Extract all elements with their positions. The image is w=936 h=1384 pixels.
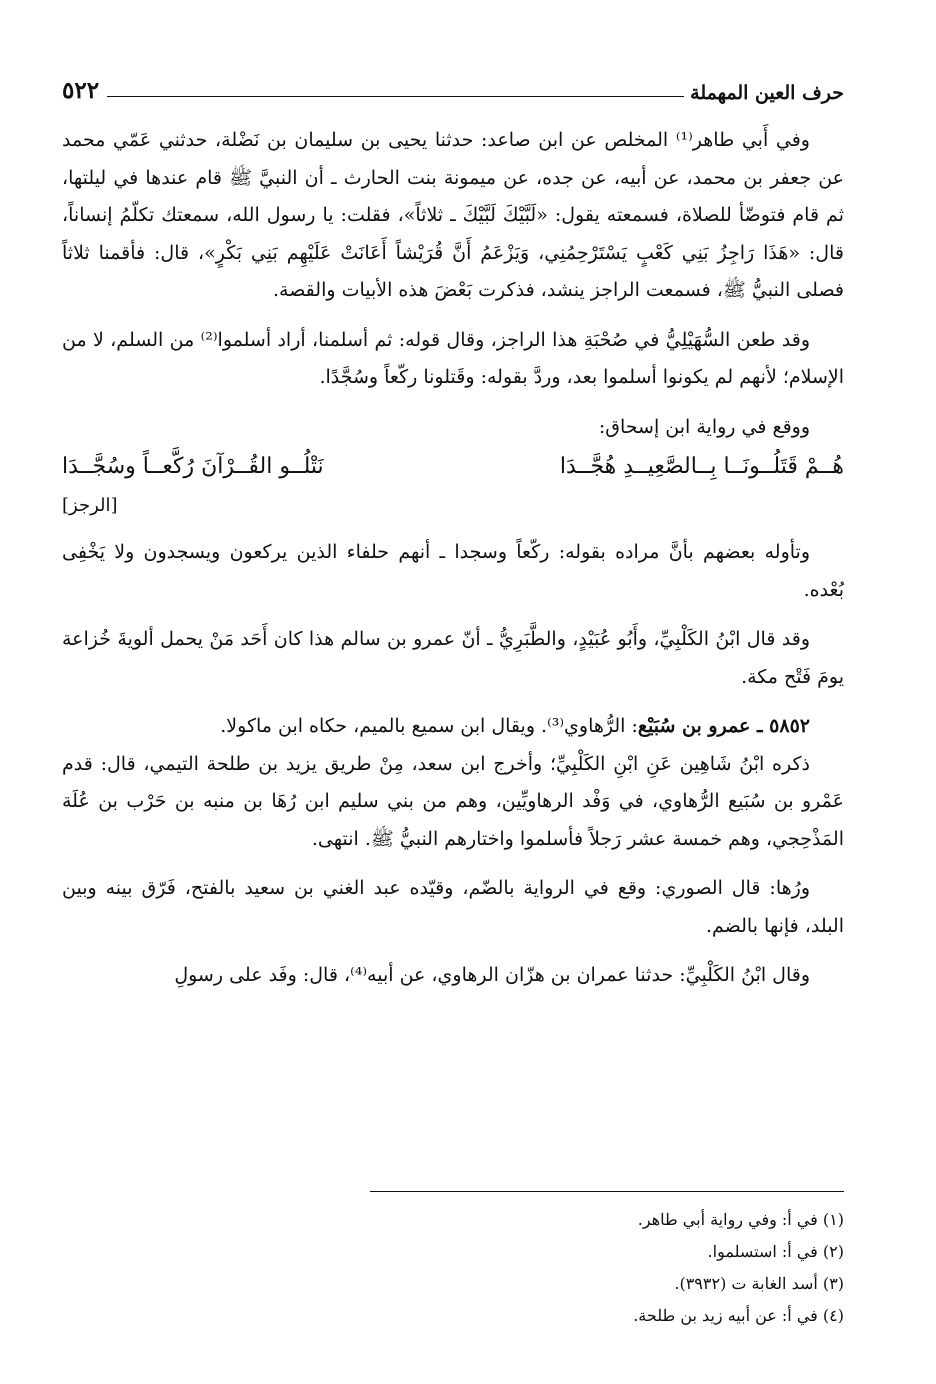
footnote-4: (٤) في أ: عن أبيه زيد بن طلحة. (633, 1306, 844, 1325)
book-page (62, 70, 844, 1007)
footnote-separator (370, 1191, 844, 1192)
paragraph-5: وقد قال ابْنُ الكَلْبِيِّ، وأَبُو عُبَيْدٍ، والطَّبَرِيُّ ـ أنّ عمرو بن سالم هذا كان أَحَد مَنْ يحمل ألويةَ خُزاعة يومَ فَتْح مكة. (62, 628, 844, 688)
paragraph-2: وقد طعن السُّهَيْلِيُّ في صُحْبَةِ هذا الراجز، وقال قوله: ثم أسلمنا، أراد أسلموا⁽²⁾ من السلم، لا من الإسلام؛ لأنهم لم يكونوا أسلموا بعد، وردَّ بقوله: وقَتلونا ركّعاً وسُجَّدًا. (62, 328, 844, 388)
paragraph-9: وقال ابْنُ الكَلْبِيِّ: حدثنا عمران بن هزّان الرهاوي، عن أبيه⁽⁴⁾، قال: وفَد على رسولِ (174, 964, 810, 986)
footnotes (62, 1204, 844, 1332)
paragraph-4: وتأوله بعضهم بأنَّ مراده بقوله: ركّعاً وسجدا ـ أنهم حلفاء الذين يركعون ويسجدون ولا يَخْفِى بُعْده. (62, 541, 844, 601)
main-text (62, 122, 844, 995)
entry-rest: : الرُّهاوي⁽³⁾. ويقال ابن سميع بالميم، حكاه ابن ماكولا. (220, 715, 638, 737)
footnote-1: (١) في أ: وفي رواية أبي طاهر. (637, 1210, 844, 1229)
paragraph-8: ورُها: قال الصوري: وقع في الرواية بالضّم، وقيّده عبد الغني بن سعيد بالفتح، فَرّق بينه وبين البلد، فإنها بالضم. (62, 877, 844, 937)
footnote-3: (٣) أسد الغابة ت (٣٩٣٢). (674, 1274, 844, 1293)
page-header (62, 70, 844, 104)
poetry-verse (62, 448, 844, 486)
paragraph-1: وفي أَبي طاهر⁽¹⁾ المخلص عن ابن صاعد: حدثنا يحيى بن سليمان بن نَضْلة، حدثني عَمّي محمد عن جعفر بن محمد، عن أبيه، عن جده، عن ميمونة بنت الحارث ـ أن النبيَّ ﷺ قام عندها في ليلتها، ثم قام فتوضّأ للصلاة، فسمعته يقول: «لَبَّيْكَ لَبَّيْكَ ـ ثلاثاً»، فقلت: يا رسول الله، سمعتك تكلّمُ إنساناً، قال: «هَذَا رَاجِزُ بَنِي كَعْبٍ يَسْتَرْحِمُنِي، وَيَزْعَمُ أَنَّ قُرَيْشاً أَعَانَتْ عَلَيْهِم بَنِي بَكْرٍ»، قال: فأقمنا ثلاثاً فصلى النبيُّ ﷺ، فسمعت الراجز ينشد، فذكرت بَعْضَ هذه الأبيات والقصة. (62, 129, 844, 301)
entry-number: ٥٨٥٢ ـ عمرو بن سُبَيْع (637, 715, 810, 737)
verse-meter-label: [الرجز] (62, 495, 118, 516)
entry-heading (62, 708, 844, 746)
paragraph-3: ووقع في رواية ابن إسحاق: (598, 415, 810, 438)
header-rule (107, 96, 684, 97)
section-title: حرف العين المهملة (690, 82, 844, 104)
page-number: ٥٢٢ (62, 77, 100, 104)
verse-second-hemistich: نَتْلُــو القُــرْآنَ رُكَّعــاً وسُجَّــدَا (62, 454, 324, 479)
verse-first-hemistich: هُــمْ قَتَلُــونَــا بِــالصَّعِيــدِ هُجَّــدَا (559, 454, 844, 479)
paragraph-7: ذكره ابْنُ شَاهِين عَنِ ابْنِ الكَلْبِيِّ؛ وأخرج ابن سعد، مِنْ طريق يزيد بن طلحة التيمي، قال: قدم عَمْرو بن سُبَيع الرُّهاوي، في وَفْد الرهاويِّين، وهم من بني سليم ابن رُهَا بن منبه بن حَرْب بن عُلَة المَذْحِجي، وهم خمسة عشر رَجلاً فأسلموا واختارهم النبيُّ ﷺ. انتهى. (62, 752, 844, 850)
footnote-2: (٢) في أ: استسلموا. (707, 1242, 844, 1261)
